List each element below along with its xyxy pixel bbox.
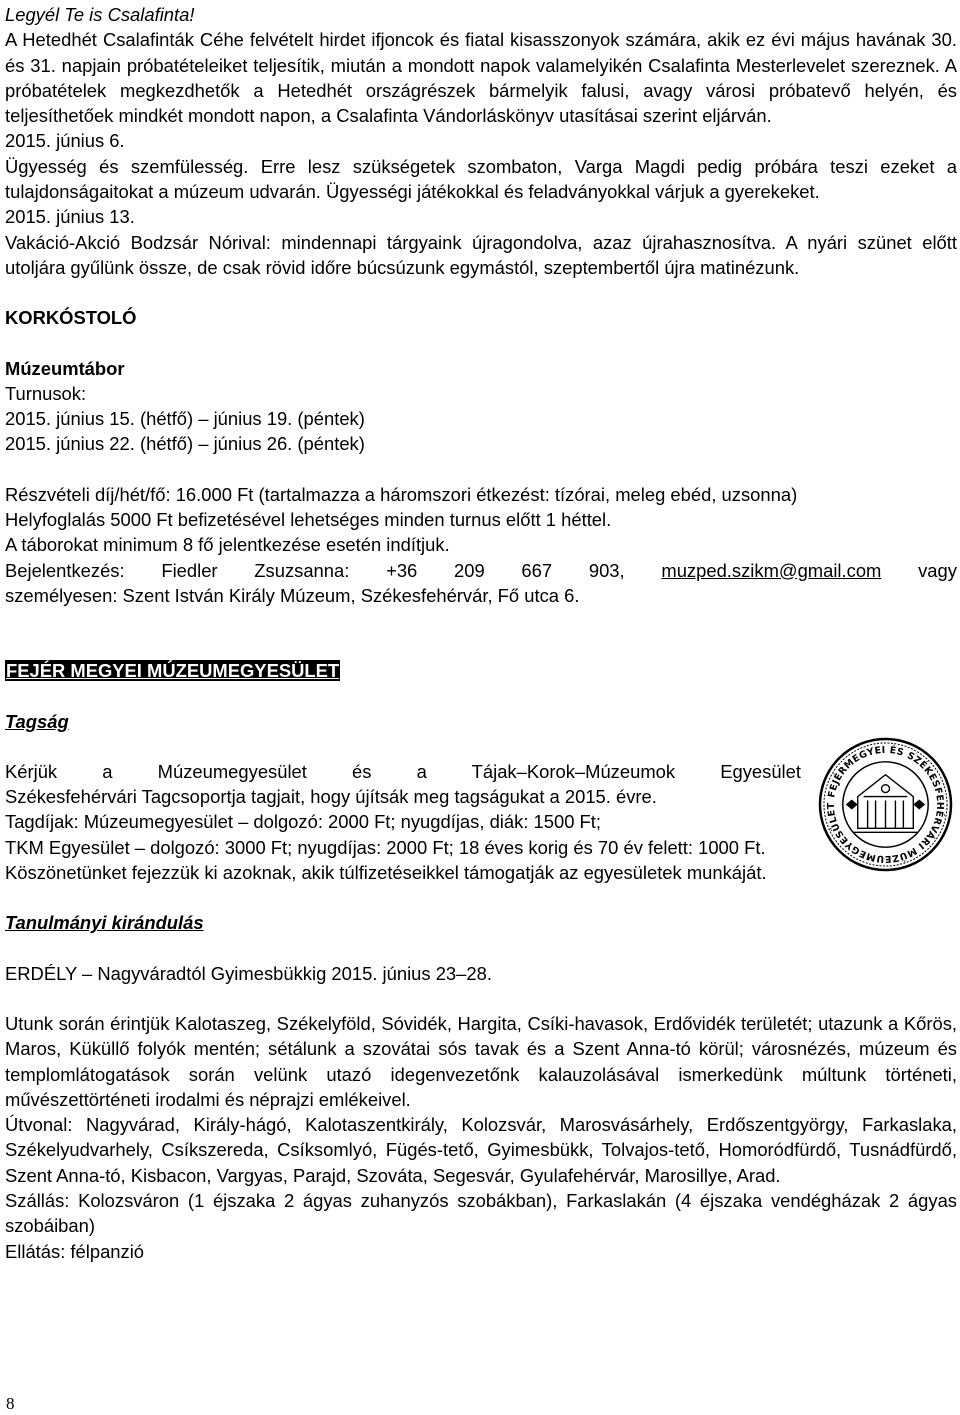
event-paragraph — [5, 154, 957, 205]
association-heading-row — [5, 658, 957, 683]
event-text: Erre lesz szükségetek szombaton, Varga Magdi pedig próbára teszi ezeket a tulajdonságaitokat a múzeum udvarán. Ügyességi játékokkal és feladványokkal várjuk a gyerekeket. — [5, 155, 958, 203]
renew-line-2: Székesfehérvári Tagcsoportja tagjait, hogy újítsák meg tagságukat a 2015. évre. — [5, 786, 657, 808]
thanks-line: Köszönetünket fejezzük ki azoknak, akik túlfizetéseikkel támogatják az egyesületek munkáját. — [5, 862, 767, 884]
event-paragraph — [5, 230, 957, 281]
camp-personal: személyesen: Szent István Király Múzeum, Székesfehérvár, Fő utca 6. — [5, 584, 580, 606]
membership-title: Tagság — [5, 710, 69, 732]
event-date: 2015. június 6. — [5, 130, 125, 152]
turn-item: 2015. június 15. (hétfő) – június 19. (péntek) — [5, 408, 365, 430]
seal-text: FEJÉRMEGYEI ÉS SZÉKESFEHÉRVÁRI MÚZEUMEGYESÜLET — [825, 744, 946, 865]
renew-line-1: Kérjük a Múzeumegyesület és a Tájak–Korok–Múzeumok Egyesület — [5, 760, 801, 782]
camp-title: Múzeumtábor — [5, 357, 125, 379]
event-date: 2015. június 13. — [5, 206, 135, 228]
event-text: A nyári szünet előtt utoljára gyűlünk össze, de csak rövid időre búcsúzunk egymástól, szeptembertől újra matinézunk. — [5, 231, 958, 278]
fees-line-1: Tagdíjak: Múzeumegyesület – dolgozó: 2000 Ft; nyugdíjas, diák: 1500 Ft; — [5, 811, 602, 833]
trip-lodging: Szállás: Kolozsváron (1 éjszaka 2 ágyas zuhanyzós szobákban), Farkaslakán (4 éjszaka vendégházak 2 ágyas szobáiban) — [5, 1189, 957, 1237]
camp-fee: Részvételi díj/hét/fő: 16.000 Ft (tartalmazza a háromszori étkezést: tízórai, meleg ebéd, uzsonna) — [5, 483, 798, 505]
turn-item: 2015. június 22. (hétfő) – június 26. (péntek) — [5, 433, 365, 455]
event-title: Ügyesség és szemfülesség. — [5, 155, 249, 177]
camp-registration — [5, 558, 957, 583]
fees-line-2: TKM Egyesület – dolgozó: 3000 Ft; nyugdíjas: 2000 Ft; 18 éves korig és 70 év felett: 1000 Ft. — [5, 836, 766, 858]
registration-or: vagy — [918, 559, 957, 581]
intro-paragraph: A Hetedhét Csalafinták Céhe felvételt hirdet ifjoncok és fiatal kisasszonyok számára, akik ez évi május havának 30. és 31. napjain próbatételeiket teljesítik, miután a mondott napok valamelyikén Csalafinta Mesterlevelet szereznek. A próbatételek megkezdhetők a Hetedhét országrészek bármelyik falusi, avagy városi próbatevő helyén, és teljesíthetőek mindkét mondott napon, a Csalafinta Vándorláskönyv utasításai szerint eljárván. — [5, 29, 957, 127]
event-title: Vakáció-Akció Bodzsár Nórival: mindennapi tárgyaink újragondolva, azaz újrahasznosítva. — [5, 231, 777, 253]
intro-title: Legyél Te is Csalafinta! — [5, 4, 195, 25]
page-number: 8 — [6, 1394, 15, 1413]
turns-label: Turnusok: — [5, 382, 87, 404]
section-heading-association: FEJÉR MEGYEI MÚZEUMEGYESÜLET — [6, 660, 340, 682]
email-link[interactable]: muzped.szikm@gmail.com — [661, 559, 882, 581]
trip-subtitle: ERDÉLY – Nagyváradtól Gyimesbükkig 2015. június 23–28. — [5, 962, 492, 984]
trip-description: Utunk során érintjük Kalotaszeg, Székelyföld, Sóvidék, Hargita, Csíki-havasok, Erdővidék területét; utazunk a Kőrös, Maros, Küküllő folyók mentén; sétálunk a szovátai sós tavak és a Szent Anna-tó körül; városnézés, múzeum és templomlátogatások során velünk utazó idegenvezetőnk kalauzolásával ismerkedünk múltunk történeti, művészettörténeti irodalmi és néprajzi emlékeivel. — [5, 1012, 957, 1110]
document-page — [5, 2, 957, 1264]
trip-board: Ellátás: félpanzió — [5, 1240, 145, 1262]
trip-title: Tanulmányi kirándulás — [5, 912, 204, 934]
camp-minimum: A táborokat minimum 8 fő jelentkezése esetén indítjuk. — [5, 534, 450, 556]
camp-booking: Helyfoglalás 5000 Ft befizetésével lehetséges minden turnus előtt 1 héttel. — [5, 509, 612, 531]
museum-association-seal-icon — [818, 737, 953, 872]
registration-text: Bejelentkezés: Fiedler Zsuzsanna: +36 209 667 903, — [5, 559, 625, 581]
section-heading-korkostolo: KORKÓSTOLÓ — [5, 307, 137, 329]
trip-route: Útvonal: Nagyvárad, Király-hágó, Kalotaszentkirály, Kolozsvár, Marosvásárhely, Erdőszentgyörgy, Farkaslaka, Székelyudvarhely, Csíkszereda, Csíksomlyó, Fügés-tető, Gyimesbükk, Tolvajos-tető, Homoródfürdő, Tusnádfürdő, Szent Anna-tó, Kisbacon, Vargyas, Parajd, Szováta, Segesvár, Gyulafehérvár, Marosillye, Arad. — [5, 1114, 957, 1186]
